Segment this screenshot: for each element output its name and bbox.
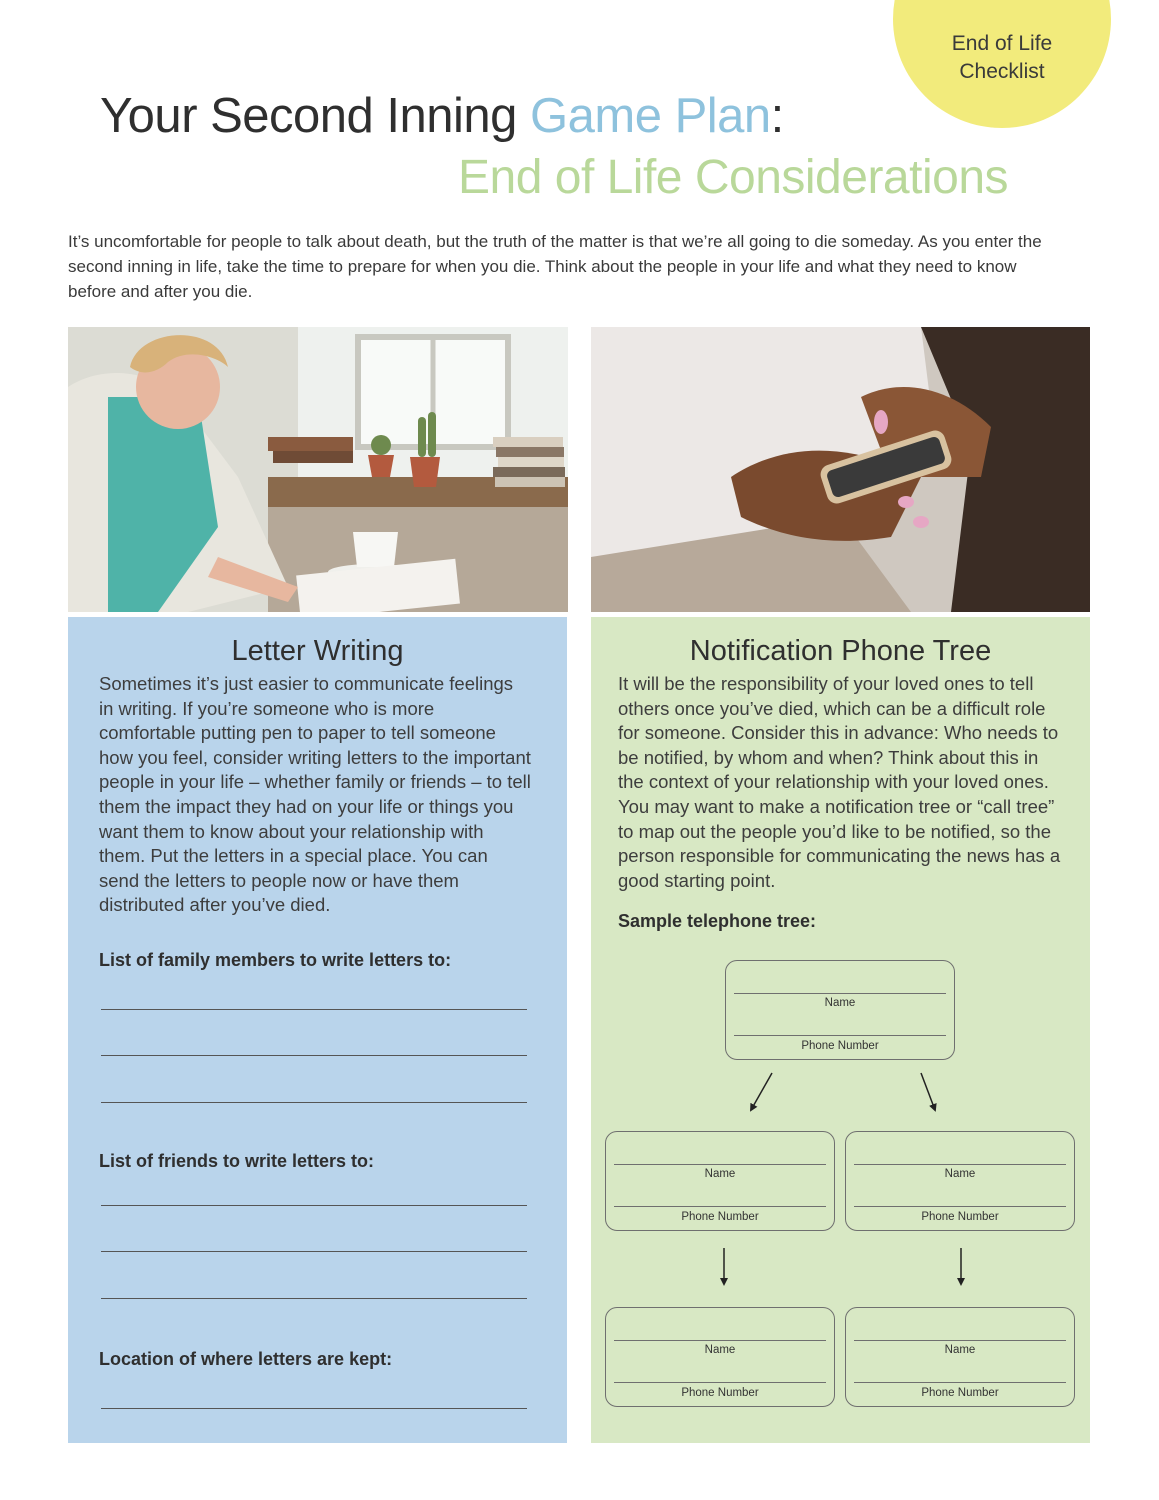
- tree-box-mid-left: [605, 1131, 835, 1231]
- friends-line-3[interactable]: [101, 1298, 527, 1299]
- phone-caption: Phone Number: [681, 1211, 759, 1223]
- family-list-label: List of family members to write letters to:: [99, 950, 452, 970]
- tree-box-mid-right: [845, 1131, 1075, 1231]
- phone-caption: Phone Number: [801, 1040, 879, 1052]
- woman-writing-photo: [68, 327, 568, 612]
- tree-box-top: [725, 960, 955, 1060]
- intro-paragraph: It’s uncomfortable for people to talk about death, but the truth of the matter is that we’re all going to die someday. As you enter the second inning in life, take the time to prepare for when you die. Think about the people in your life and what they need to know before and after you die.: [68, 232, 1042, 301]
- arrow-left-down: [751, 1073, 772, 1110]
- name-caption: Name: [824, 997, 856, 1009]
- letter-writing-panel: [68, 617, 567, 1443]
- name-caption: Name: [944, 1168, 976, 1180]
- name-line[interactable]: [854, 1340, 1066, 1341]
- name-caption: Name: [704, 1344, 736, 1356]
- phone-tree-title: Notification Phone Tree: [689, 635, 992, 667]
- name-caption: Name: [944, 1344, 976, 1356]
- phone-caption: Phone Number: [921, 1387, 999, 1399]
- name-caption: Name: [704, 1168, 736, 1180]
- name-line[interactable]: [614, 1340, 826, 1341]
- family-line-2[interactable]: [101, 1055, 527, 1056]
- friends-line-2[interactable]: [101, 1251, 527, 1252]
- tree-box-bottom-right: [845, 1307, 1075, 1407]
- hands-phone-photo: [591, 327, 1090, 612]
- friends-line-1[interactable]: [101, 1205, 527, 1206]
- name-line[interactable]: [734, 993, 946, 994]
- phone-caption: Phone Number: [681, 1387, 759, 1399]
- phone-line[interactable]: [614, 1206, 826, 1207]
- phone-line[interactable]: [854, 1206, 1066, 1207]
- phone-tree-body: It will be the responsibility of your loved ones to tell others once you’ve died, which can be a difficult role for someone. Consider this in advance: Who needs to be notified, by whom and when? Think about this in the context of your relationship with your loved ones. You may want to make a notification tree or “call tree” to map out the people you’d like to be notified, so the person responsible for communicating the news has a good starting point.: [618, 673, 1061, 891]
- arrow-right-down: [921, 1073, 935, 1110]
- page-subtitle: End of Life Considerations: [458, 151, 1009, 204]
- phone-tree-panel: [591, 617, 1090, 1443]
- friends-list-label: List of friends to write letters to:: [99, 1151, 375, 1171]
- name-line[interactable]: [614, 1164, 826, 1165]
- location-line[interactable]: [101, 1408, 527, 1409]
- phone-line[interactable]: [854, 1382, 1066, 1383]
- name-line[interactable]: [854, 1164, 1066, 1165]
- sample-tree-label: Sample telephone tree:: [618, 911, 817, 931]
- family-line-1[interactable]: [101, 1009, 527, 1010]
- phone-line[interactable]: [614, 1382, 826, 1383]
- page-title: Your Second Inning Game Plan:: [100, 89, 784, 143]
- title-accent: Game Plan: [530, 89, 771, 143]
- badge-label: End of Life Checklist: [951, 32, 1053, 83]
- tree-box-bottom-left: [605, 1307, 835, 1407]
- phone-caption: Phone Number: [921, 1211, 999, 1223]
- letter-writing-title: Letter Writing: [231, 635, 404, 667]
- letter-writing-body: Sometimes it’s just easier to communicate feelings in writing. If you’re someone who is more comfortable putting pen to paper to tell someone how you feel, consider writing letters to the important people in your life – whether family or friends – to tell them the impact they had on your life or things you want them to know about your relationship with them. Put the letters in a special place. You can send the letters to people now or have them distributed after you’ve died.: [99, 673, 531, 916]
- phone-line[interactable]: [734, 1035, 946, 1036]
- family-line-3[interactable]: [101, 1102, 527, 1103]
- checklist-badge: [893, 0, 1111, 128]
- location-label: Location of where letters are kept:: [99, 1349, 393, 1369]
